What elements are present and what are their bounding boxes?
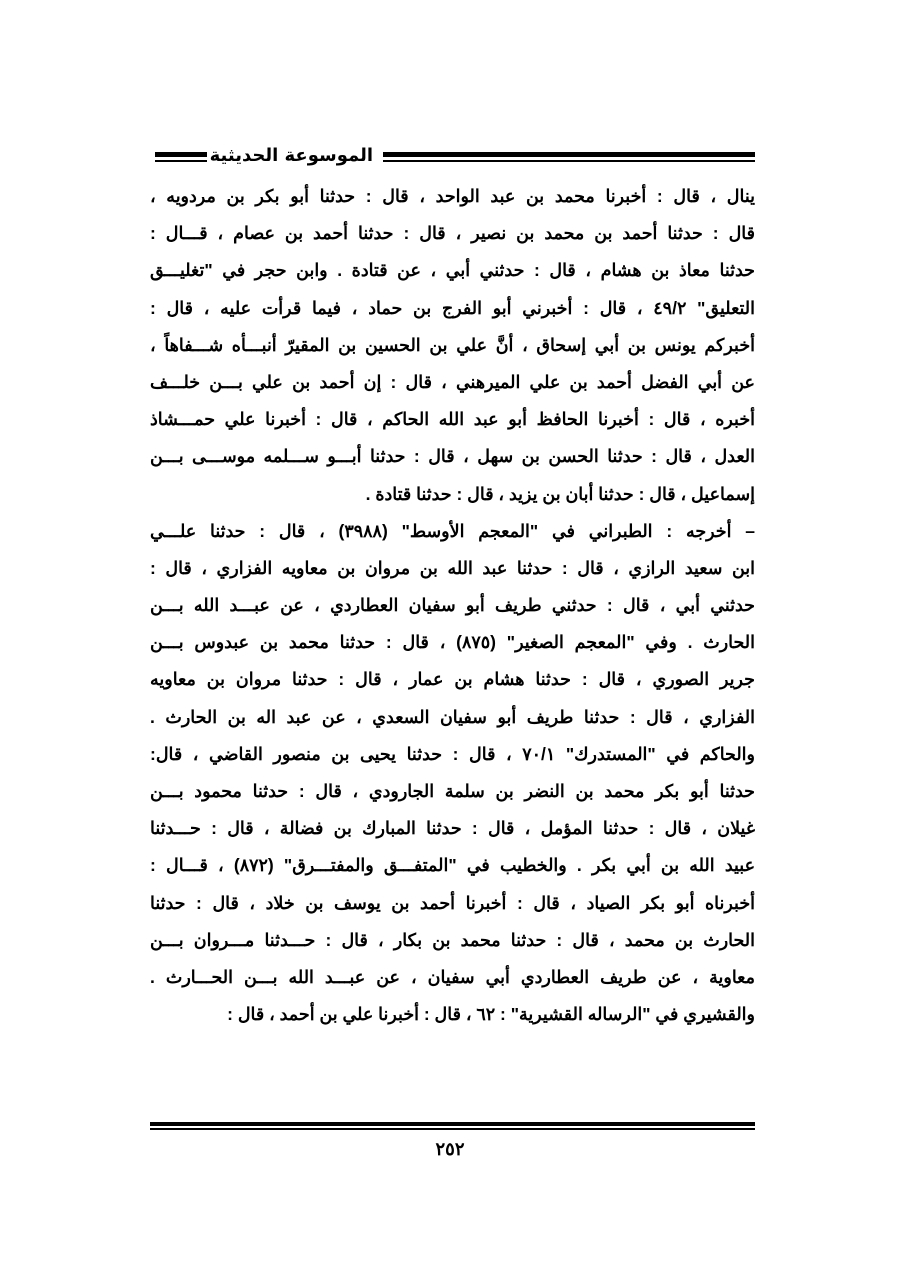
header-title: الموسوعة الحديثية (209, 145, 373, 166)
text-line: الحارث بن محمد ، قال : حدثنا محمد بن بكار ، قال : حـــدثنا مـــروان بـــن (150, 929, 755, 950)
text-line: ابن سعيد الرازي ، قال : حدثنا عبد الله بن مروان بن معاويه الفزاري ، قال : (150, 557, 755, 578)
running-header (150, 142, 755, 172)
text-line: أخبره ، قال : أخبرنا الحافظ أبو عبد الله الحاكم ، قال : أخبرنا علي حمـــشاذ (150, 409, 755, 430)
text-line: التعليق" ٤٩/٢ ، قال : أخبرني أبو الفرج بن حماد ، فيما قرأت عليه ، قال : (150, 297, 755, 318)
text-line: إسماعيل ، قال : حدثنا أبان بن يزيد ، قال : حدثنا قتادة . (365, 483, 755, 504)
text-line: عبيد الله بن أبي بكر . والخطيب في "المتفـــق والمفتـــرق" (٨٧٢) ، قـــال : (150, 855, 756, 876)
text-line: حدثنا معاذ بن هشام ، قال : حدثني أبي ، عن قتادة . وابن حجر في "تغليـــق (150, 260, 755, 281)
text-line: معاوية ، عن طريف العطاردي أبي سفيان ، عن عبـــد الله بـــن الحـــارث . (150, 966, 755, 987)
text-line: – أخرجه : الطبراني في "المعجم الأوسط" (٣٩٨٨) ، قال : حدثنا علـــي (150, 520, 755, 541)
text-line: حدثني أبي ، قال : حدثني طريف أبو سفيان العطاردي ، عن عبـــد الله بـــن (150, 595, 755, 616)
footer-rule (150, 1122, 755, 1130)
text-line: أخبركم يونس بن أبي إسحاق ، أنَّ علي بن الحسين بن المقيرّ أنبـــأه شـــفاهاً ، (150, 334, 755, 355)
text-line: والقشيري في "الرساله القشيرية" : ٦٢ ، قال : أخبرنا علي بن أحمد ، قال : (227, 1004, 755, 1025)
text-line: والحاكم في "المستدرك" ٧٠/١ ، قال : حدثنا يحيى بن منصور القاضي ، قال: (150, 743, 755, 764)
text-line: أخبرناه أبو بكر الصياد ، قال : أخبرنا أحمد بن يوسف بن خلاد ، قال : حدثنا (150, 892, 755, 913)
text-line: حدثنا أبو بكر محمد بن النضر بن سلمة الجارودي ، قال : حدثنا محمود بـــن (150, 781, 755, 801)
text-line: الفزاري ، قال : حدثنا طريف أبو سفيان السعدي ، عن عبد اله بن الحارث . (150, 706, 755, 727)
text-line: عن أبي الفضل أحمد بن علي الميرهني ، قال : إن أحمد بن علي بـــن خلـــف (150, 371, 755, 392)
text-line: الحارث . وفي "المعجم الصغير" (٨٧٥) ، قال : حدثنا محمد بن عبدوس بـــن (150, 632, 755, 653)
text-line: العدل ، قال : حدثنا الحسن بن سهل ، قال : حدثنا أبـــو ســـلمه موســـى بـــن (150, 446, 755, 467)
text-line: ينال ، قال : أخبرنا محمد بن عبد الواحد ، قال : حدثنا أبو بكر بن مردويه ، (150, 186, 755, 206)
text-line: قال : حدثنا أحمد بن محمد بن نصير ، قال : حدثنا أحمد بن عصام ، قـــال : (150, 223, 755, 244)
page-number: ٢٥٢ (435, 1139, 465, 1159)
text-line: غيلان ، قال : حدثنا المؤمل ، قال : حدثنا المبارك بن فضالة ، قال : حـــدثنا (150, 818, 755, 839)
body-text (150, 178, 755, 1033)
header-rule-left (155, 152, 207, 162)
text-line: جرير الصوري ، قال : حدثنا هشام بن عمار ، قال : حدثنا مروان بن معاويه (150, 669, 755, 690)
header-rule-right (383, 152, 755, 162)
